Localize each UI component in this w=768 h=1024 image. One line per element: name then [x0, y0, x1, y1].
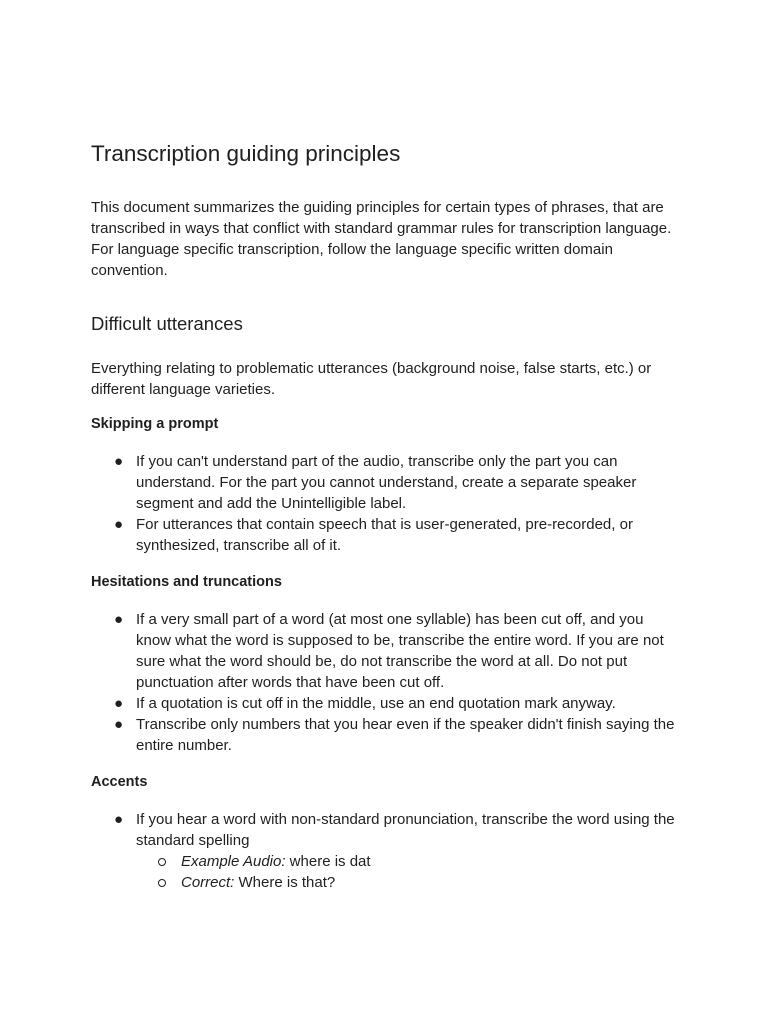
examples-sublist — [136, 851, 678, 893]
hollow-bullet-icon — [158, 858, 166, 866]
sublist-item-correct — [136, 872, 678, 893]
list-item-text: If you hear a word with non-standard pronunciation, transcribe the word using the standard spelling — [136, 811, 675, 849]
list-item — [91, 693, 678, 714]
document-title: Transcription guiding principles — [91, 141, 401, 166]
skipping-list — [91, 451, 678, 556]
list-item-text: If a very small part of a word (at most one syllable) has been cut off, and you know what the word is supposed to be, transcribe the entire word. If you are not sure what the word should be, do not transcribe the word at all. Do not put punctuation after words that have been cut off. — [136, 611, 664, 691]
list-item-text: For utterances that contain speech that is user-generated, pre-recorded, or synthesized, transcribe all of it. — [136, 516, 633, 554]
bullet-icon: ● — [114, 811, 124, 828]
hesitations-list — [91, 609, 678, 756]
subheading-accents: Accents — [91, 774, 148, 790]
example-label: Correct: — [181, 874, 235, 891]
accents-list — [91, 809, 678, 893]
bullet-icon: ● — [114, 716, 124, 733]
bullet-icon: ● — [114, 695, 124, 712]
bullet-icon: ● — [114, 611, 124, 628]
list-item-text: If you can't understand part of the audio, transcribe only the part you can understand. For the part you cannot understand, create a separate speaker segment and add the Unintelligible label. — [136, 453, 637, 512]
intro-paragraph: This document summarizes the guiding principles for certain types of phrases, that are transcribed in ways that conflict with standard grammar rules for transcription language. For language specific transcription, follow the language specific written domain convention. — [91, 199, 672, 279]
section-description: Everything relating to problematic utterances (background noise, false starts, etc.) or different language varieties. — [91, 360, 652, 398]
bullet-icon: ● — [114, 453, 124, 470]
list-item — [91, 451, 678, 514]
example-label: Example Audio: — [181, 853, 286, 870]
bullet-icon: ● — [114, 516, 124, 533]
subheading-skipping-prompt: Skipping a prompt — [91, 416, 219, 432]
list-item — [91, 514, 678, 556]
example-text: Where is that? — [234, 874, 336, 891]
list-item-text: If a quotation is cut off in the middle, use an end quotation mark anyway. — [136, 695, 616, 712]
example-text: where is dat — [285, 853, 371, 870]
hollow-bullet-icon — [158, 879, 166, 887]
section-heading-difficult-utterances: Difficult utterances — [91, 313, 243, 334]
sublist-item-example-audio — [136, 851, 678, 872]
list-item-text: Transcribe only numbers that you hear even if the speaker didn't finish saying the entire number. — [136, 716, 675, 754]
subheading-hesitations-truncations: Hesitations and truncations — [91, 574, 282, 590]
list-item — [91, 609, 678, 693]
list-item — [91, 809, 678, 893]
list-item — [91, 714, 678, 756]
